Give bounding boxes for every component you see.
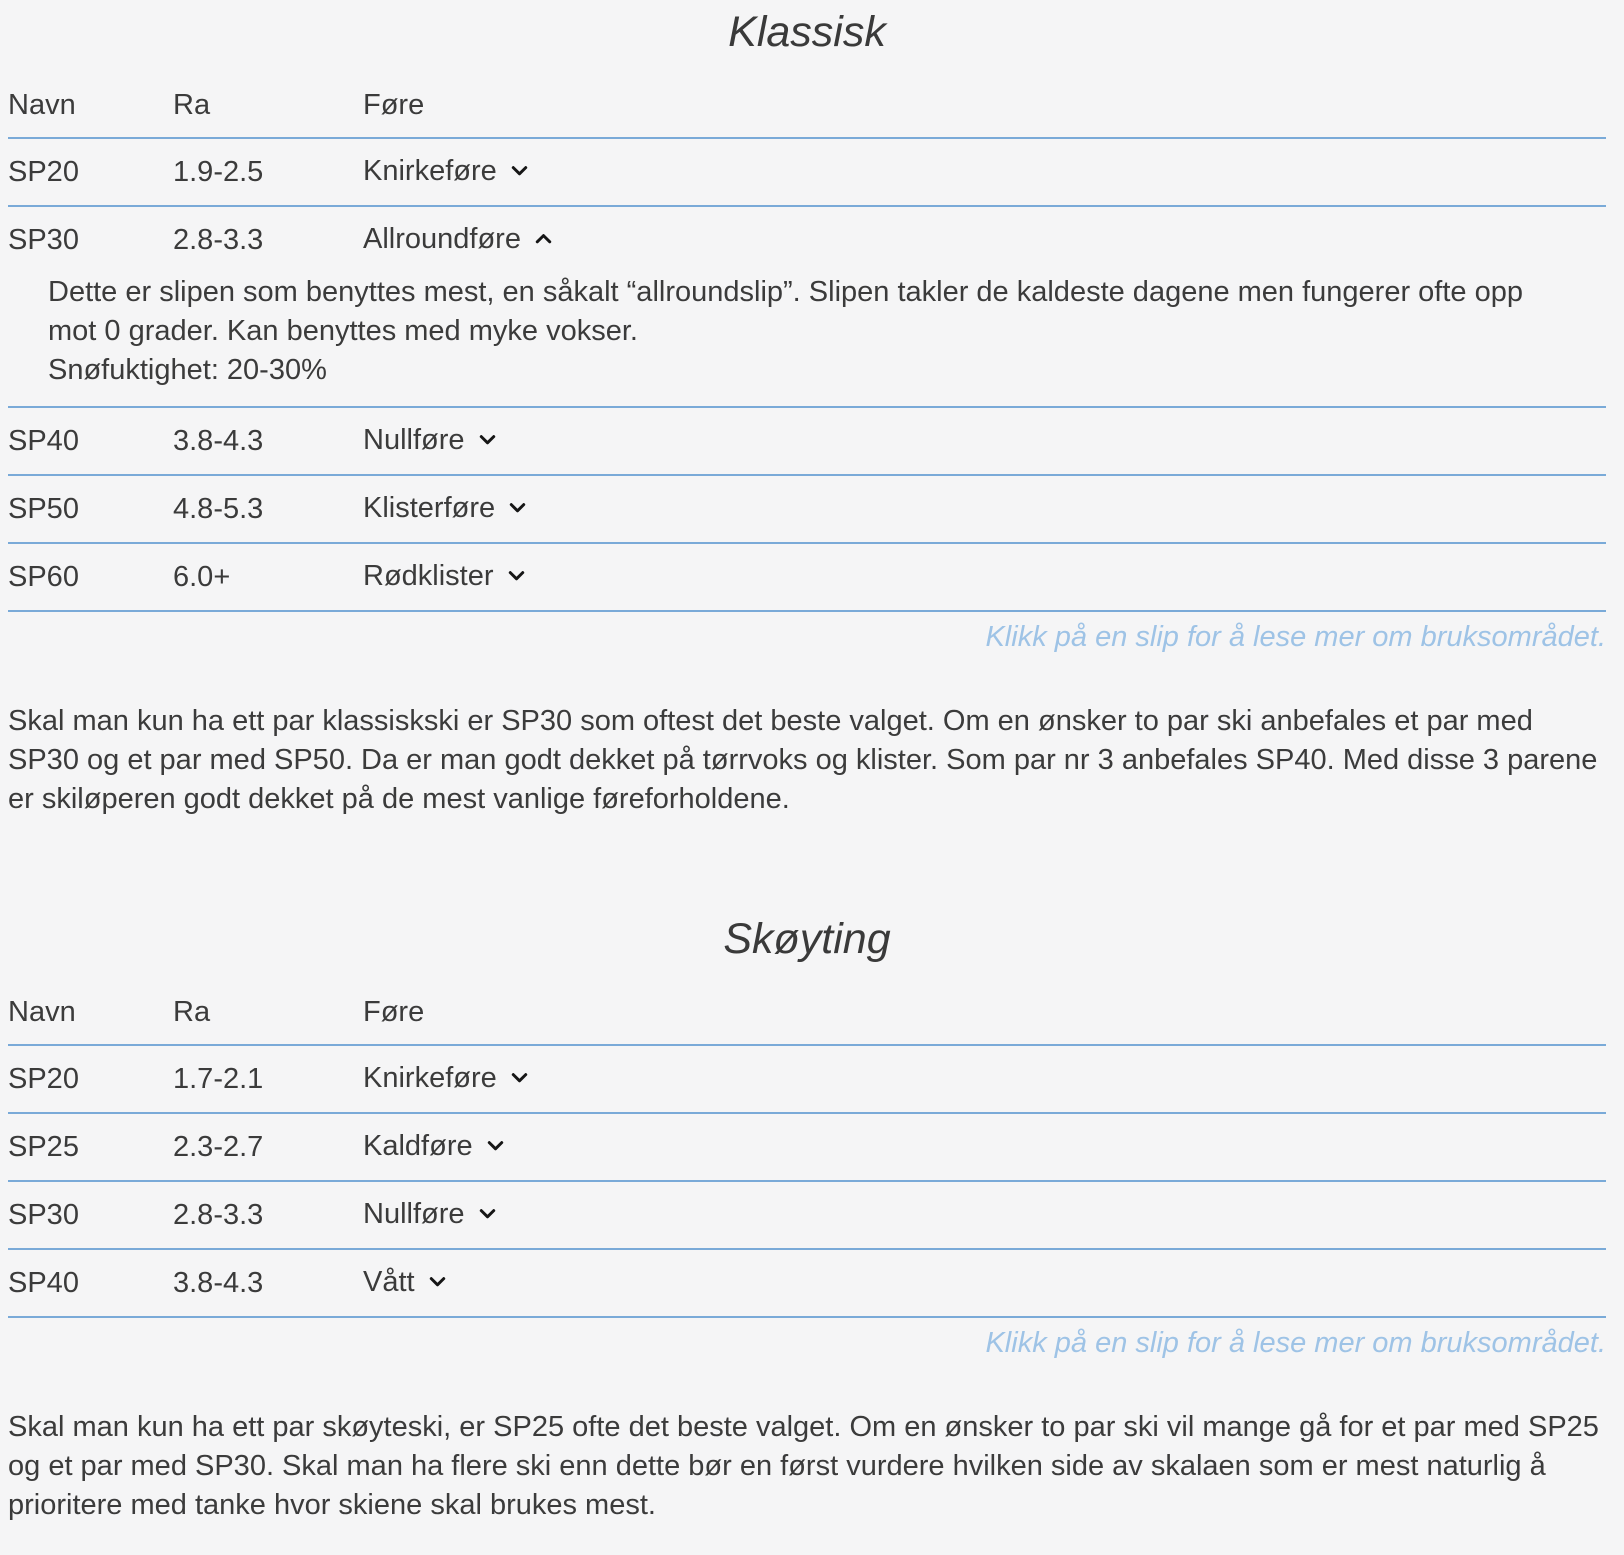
fore-label: Kaldføre bbox=[363, 1130, 473, 1162]
snow-moisture: Snøfuktighet: 20-30% bbox=[48, 354, 327, 386]
navn-cell: SP40 bbox=[8, 1249, 173, 1317]
section-paragraph: Skal man kun ha ett par skøyteski, er SP25 ofte det beste valget. Om en ønsker to par ski vil mange gå for et par med SP25 og et par med SP30. Skal man ha flere ski enn dette bør en først vurdere hvilken side av skalaen som er mest naturlig å prioritere med tanke hvor skiene skal brukes mest. bbox=[8, 1411, 1599, 1521]
table-row-sp50[interactable] bbox=[8, 475, 1606, 543]
chevron-down-icon[interactable] bbox=[506, 494, 529, 527]
navn-cell: SP30 bbox=[8, 1181, 173, 1249]
chevron-down-icon[interactable] bbox=[505, 562, 528, 595]
navn-cell: SP50 bbox=[8, 475, 173, 543]
table-row-sp20[interactable] bbox=[8, 138, 1606, 206]
slip-description: Dette er slipen som benyttes mest, en såkalt “allroundslip”. Slipen takler de kaldeste dagene men fungerer ofte opp mot 0 grader. Kan benyttes med myke vokser. bbox=[48, 276, 1523, 347]
column-header-navn: Navn bbox=[8, 75, 173, 138]
chevron-down-icon[interactable] bbox=[426, 1268, 449, 1301]
fore-cell bbox=[363, 407, 1606, 475]
skoyting-table bbox=[8, 982, 1606, 1318]
fore-cell bbox=[363, 1249, 1606, 1317]
section-title-klassisk: Klassisk bbox=[728, 8, 886, 56]
ra-cell: 2.8-3.3 bbox=[173, 224, 264, 256]
chevron-down-icon[interactable] bbox=[476, 1200, 499, 1233]
fore-cell bbox=[363, 1181, 1606, 1249]
section-title-skoyting: Skøyting bbox=[723, 915, 891, 963]
ra-cell: 1.9-2.5 bbox=[173, 138, 363, 206]
ra-cell: 6.0+ bbox=[173, 543, 363, 611]
table-note: Klikk på en slip for å lese mer om bruksområdet. bbox=[985, 621, 1606, 653]
navn-cell: SP60 bbox=[8, 543, 173, 611]
fore-label: Nullføre bbox=[363, 1198, 465, 1230]
column-header-fore: Føre bbox=[363, 75, 1606, 138]
fore-label: Allroundføre bbox=[363, 223, 521, 255]
ra-cell: 2.3-2.7 bbox=[173, 1113, 363, 1181]
chevron-up-icon[interactable] bbox=[532, 225, 555, 258]
chevron-down-icon[interactable] bbox=[484, 1132, 507, 1165]
table-row-sp40[interactable] bbox=[8, 1249, 1606, 1317]
fore-label: Rødklister bbox=[363, 560, 494, 592]
chevron-down-icon[interactable] bbox=[476, 426, 499, 459]
navn-cell: SP20 bbox=[8, 1045, 173, 1113]
ra-cell: 3.8-4.3 bbox=[173, 407, 363, 475]
ra-cell: 4.8-5.3 bbox=[173, 475, 363, 543]
chevron-down-icon[interactable] bbox=[508, 1064, 531, 1097]
table-row-sp25[interactable] bbox=[8, 1113, 1606, 1181]
ra-cell: 1.7-2.1 bbox=[173, 1045, 363, 1113]
fore-label: Vått bbox=[363, 1266, 415, 1298]
table-row-sp30[interactable] bbox=[8, 1181, 1606, 1249]
fore-label: Knirkeføre bbox=[363, 155, 497, 187]
section-skoyting bbox=[8, 907, 1606, 1525]
fore-label: Klisterføre bbox=[363, 492, 496, 524]
fore-cell bbox=[363, 475, 1606, 543]
klassisk-table bbox=[8, 75, 1606, 612]
ra-cell: 2.8-3.3 bbox=[173, 1181, 363, 1249]
section-klassisk bbox=[8, 0, 1606, 819]
fore-cell bbox=[363, 1113, 1606, 1181]
section-paragraph: Skal man kun ha ett par klassiskski er SP30 som oftest det beste valget. Om en ønsker to par ski anbefales et par med SP30 og et par med SP50. Da er man godt dekket på tørrvoks og klister. Som par nr 3 anbefales SP40. Med disse 3 parene er skiløperen godt dekket på de mest vanlige føreforholdene. bbox=[8, 705, 1598, 815]
fore-label: Nullføre bbox=[363, 424, 465, 456]
table-row-sp40[interactable] bbox=[8, 407, 1606, 475]
navn-cell: SP30 bbox=[8, 224, 79, 256]
column-header-navn: Navn bbox=[8, 982, 173, 1045]
table-row-sp20[interactable] bbox=[8, 1045, 1606, 1113]
fore-label: Knirkeføre bbox=[363, 1062, 497, 1094]
table-note: Klikk på en slip for å lese mer om bruksområdet. bbox=[985, 1327, 1606, 1359]
table-row-sp30[interactable] bbox=[8, 206, 1606, 273]
ra-cell: 3.8-4.3 bbox=[173, 1249, 363, 1317]
slip-description-cell bbox=[8, 273, 1606, 407]
navn-cell: SP40 bbox=[8, 407, 173, 475]
fore-cell bbox=[363, 138, 1606, 206]
table-header-row bbox=[8, 982, 1606, 1045]
column-header-fore: Føre bbox=[363, 982, 1606, 1045]
chevron-down-icon[interactable] bbox=[508, 157, 531, 190]
navn-cell: SP20 bbox=[8, 138, 173, 206]
fore-cell bbox=[363, 1045, 1606, 1113]
table-row-sp30-description bbox=[8, 273, 1606, 407]
column-header-ra: Ra bbox=[173, 75, 363, 138]
fore-cell bbox=[363, 543, 1606, 611]
navn-cell: SP25 bbox=[8, 1113, 173, 1181]
column-header-ra: Ra bbox=[173, 982, 363, 1045]
fore-cell bbox=[363, 206, 1606, 273]
table-row-sp60[interactable] bbox=[8, 543, 1606, 611]
table-header-row bbox=[8, 75, 1606, 138]
